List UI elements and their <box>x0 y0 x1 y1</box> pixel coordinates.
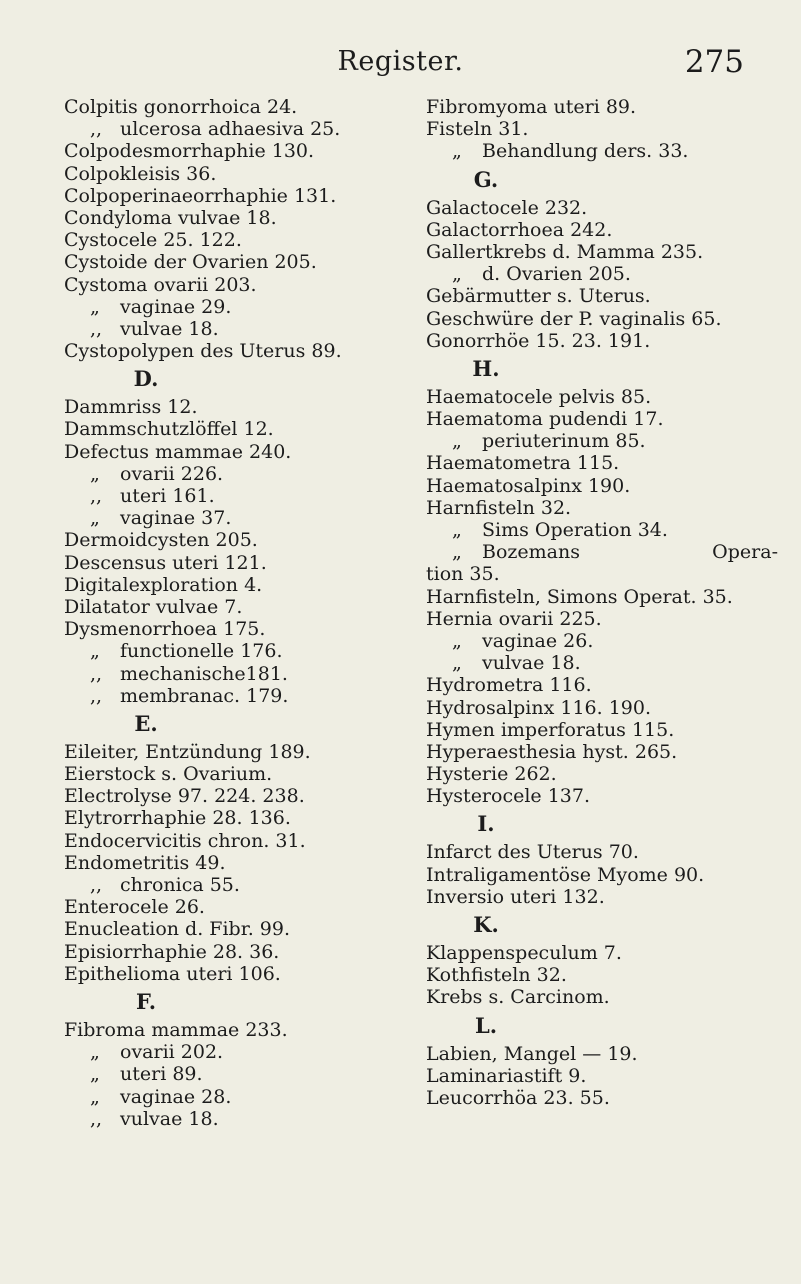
right-column <box>426 96 778 1109</box>
index-entry: Haematocele pelvis 85. <box>426 385 652 408</box>
ditto-mark: „ <box>90 462 100 485</box>
index-subentry <box>426 140 778 162</box>
index-entry: Condyloma vulvae 18. <box>64 206 277 229</box>
subentry-text: chronica 55. <box>120 874 240 896</box>
subentry-text: Bozemans <box>482 541 580 564</box>
index-subentry <box>64 118 409 140</box>
subentry-text: vaginae 37. <box>120 507 232 530</box>
index-entry: Endocervicitis chron. 31. <box>64 829 306 852</box>
section-letter: L. <box>474 1012 498 1038</box>
subentry-text: uteri 161. <box>120 485 215 507</box>
index-entry: Hysterocele 137. <box>426 785 591 808</box>
index-entry: Descensus uteri 121. <box>64 551 267 574</box>
subentry-text: membranac. 179. <box>120 684 289 707</box>
ditto-mark: „ <box>90 1063 100 1086</box>
subentry-text: Sims Operation 34. <box>482 519 668 541</box>
index-subentry <box>64 485 409 507</box>
index-entry: Klappenspeculum 7. <box>426 942 622 964</box>
index-entry: Geschwüre der P. vaginalis 65. <box>426 307 722 330</box>
index-entry: Inversio uteri 132. <box>426 885 605 908</box>
index-entry: Leucorrhöa 23. 55. <box>426 1086 610 1109</box>
subentry-text: vaginae 29. <box>120 295 232 318</box>
section-letter: D. <box>133 366 159 392</box>
subentry-text: vulvae 18. <box>482 652 581 675</box>
index-subentry <box>64 874 409 896</box>
index-subentry <box>64 463 409 485</box>
ditto-mark: „ <box>90 640 100 663</box>
index-entry: Haematometra 115. <box>426 452 620 475</box>
index-entry: Gallertkrebs d. Mamma 235. <box>426 240 704 263</box>
index-entry: Epithelioma uteri 106. <box>64 962 281 985</box>
index-entry: Episiorrhaphie 28. 36. <box>64 940 280 963</box>
index-entry: Colpodesmorrhaphie 130. <box>64 140 315 163</box>
index-subentry <box>64 507 409 529</box>
index-subentry <box>64 685 409 707</box>
ditto-mark: „ <box>90 507 100 530</box>
index-subentry <box>426 541 778 563</box>
subentry-text: Behandlung ders. 33. <box>482 140 689 163</box>
ditto-mark: „ <box>452 541 462 564</box>
index-subentry <box>64 1108 409 1130</box>
index-entry: Cystoide der Ovarien 205. <box>64 251 317 274</box>
index-subentry <box>426 430 778 452</box>
ditto-mark: ,, <box>90 874 103 896</box>
index-entry: Labien, Mangel — 19. <box>426 1042 638 1065</box>
index-entry: Fibroma mammae 233. <box>64 1018 288 1041</box>
subentry-text: ulcerosa adhaesiva 25. <box>120 118 341 141</box>
index-subentry <box>426 652 778 674</box>
section-letter: G. <box>473 166 499 192</box>
index-subentry <box>64 1086 409 1108</box>
index-entry: Galactorrhoea 242. <box>426 218 613 241</box>
index-entry: Haematoma pudendi 17. <box>426 408 664 431</box>
page-number: 275 <box>684 44 744 80</box>
ditto-mark: ,, <box>90 662 103 685</box>
subentry-text: vulvae 18. <box>120 1107 219 1130</box>
index-entry: Hydrometra 116. <box>426 674 592 697</box>
ditto-mark: ,, <box>90 317 103 340</box>
ditto-mark: „ <box>452 629 462 652</box>
subentry-text: d. Ovarien 205. <box>482 263 631 286</box>
index-entry: Dammschutzlöffel 12. <box>64 418 274 441</box>
header-title: Register. <box>337 46 464 77</box>
section-letter: E. <box>134 710 158 736</box>
index-entry: Colpitis gonorrhoica 24. <box>64 96 298 118</box>
subentry-text: vaginae 28. <box>120 1085 232 1108</box>
index-entry: Galactocele 232. <box>426 196 588 219</box>
subentry-text: periuterinum 85. <box>482 430 646 453</box>
index-entry: Fisteln 31. <box>426 118 529 141</box>
ditto-mark: „ <box>452 652 462 675</box>
index-entry: Eierstock s. Ovarium. <box>64 763 273 786</box>
subentry-text: vaginae 26. <box>482 629 594 652</box>
ditto-mark: ,, <box>90 118 103 141</box>
index-entry: Hydrosalpinx 116. 190. <box>426 696 652 719</box>
section-letter: F. <box>135 988 157 1014</box>
index-subentry <box>426 519 778 541</box>
index-subentry <box>64 1063 409 1085</box>
section-letter: H. <box>472 355 500 381</box>
subentry-text: ovarii 202. <box>120 1041 224 1064</box>
index-entry: Gonorrhöe 15. 23. 191. <box>426 329 651 352</box>
index-subentry <box>64 296 409 318</box>
index-entry: Enucleation d. Fibr. 99. <box>64 918 291 941</box>
index-entry: Fibromyoma uteri 89. <box>426 96 637 118</box>
index-subentry <box>64 318 409 340</box>
index-entry: Hymen imperforatus 115. <box>426 718 675 741</box>
index-entry: Electrolyse 97. 224. 238. <box>64 785 305 808</box>
index-entry: Elytrorrhaphie 28. 136. <box>64 807 291 830</box>
index-entry: Harnfisteln 32. <box>426 496 572 519</box>
index-entry: Harnfisteln, Simons Operat. 35. <box>426 585 733 608</box>
ditto-mark: ,, <box>90 684 103 707</box>
index-subentry <box>64 663 409 685</box>
index-entry: Kothfisteln 32. <box>426 964 567 987</box>
subentry-text: uteri 89. <box>120 1063 203 1086</box>
index-entry: Intraligamentöse Myome 90. <box>426 863 705 886</box>
index-entry: Krebs s. Carcinom. <box>426 986 610 1009</box>
ditto-mark: „ <box>452 140 462 163</box>
ditto-mark: „ <box>452 519 462 541</box>
index-entry: Hernia ovarii 225. <box>426 607 602 630</box>
index-subentry <box>64 640 409 662</box>
index-subentry <box>426 263 778 285</box>
index-entry: Endometritis 49. <box>64 851 226 874</box>
index-entry: Dammriss 12. <box>64 396 198 419</box>
subentry-text: mechanische181. <box>120 662 288 685</box>
index-entry: Dilatator vulvae 7. <box>64 595 243 618</box>
left-column <box>64 96 409 1130</box>
index-entry: Cystocele 25. 122. <box>64 229 242 252</box>
index-subentry <box>426 630 778 652</box>
index-entry: tion 35. <box>426 563 500 586</box>
index-entry: Laminariastift 9. <box>426 1064 587 1087</box>
ditto-mark: ,, <box>90 1107 103 1130</box>
index-entry: Dysmenorrhoea 175. <box>64 618 266 641</box>
index-entry: Dermoidcysten 205. <box>64 529 258 552</box>
subentry-text: functionelle 176. <box>120 640 283 663</box>
index-entry: Cystopolypen des Uterus 89. <box>64 340 342 363</box>
index-entry: Eileiter, Entzündung 189. <box>64 740 311 763</box>
subentry-tail: Opera- <box>712 541 778 564</box>
ditto-mark: „ <box>452 263 462 286</box>
section-letter: K. <box>473 912 499 937</box>
index-entry: Hyperaesthesia hyst. 265. <box>426 740 678 763</box>
index-entry: Colpokleisis 36. <box>64 162 217 185</box>
ditto-mark: „ <box>90 1041 100 1064</box>
index-subentry <box>64 1041 409 1063</box>
index-entry: Digitalexploration 4. <box>64 573 263 596</box>
ditto-mark: „ <box>90 295 100 318</box>
page-header <box>0 44 801 84</box>
index-entry: Hysterie 262. <box>426 763 557 786</box>
index-entry: Gebärmutter s. Uterus. <box>426 285 651 308</box>
index-entry: Infarct des Uterus 70. <box>426 841 639 864</box>
ditto-mark: ,, <box>90 485 103 507</box>
subentry-text: vulvae 18. <box>120 317 219 340</box>
index-entry: Haematosalpinx 190. <box>426 474 631 497</box>
index-entry: Defectus mammae 240. <box>64 440 292 463</box>
ditto-mark: „ <box>452 430 462 453</box>
ditto-mark: „ <box>90 1085 100 1108</box>
index-entry: Cystoma ovarii 203. <box>64 273 257 296</box>
section-letter: I. <box>477 811 495 837</box>
subentry-text: ovarii 226. <box>120 462 224 485</box>
index-entry: Colpoperinaeorrhaphie 131. <box>64 184 337 207</box>
index-entry: Enterocele 26. <box>64 896 205 919</box>
